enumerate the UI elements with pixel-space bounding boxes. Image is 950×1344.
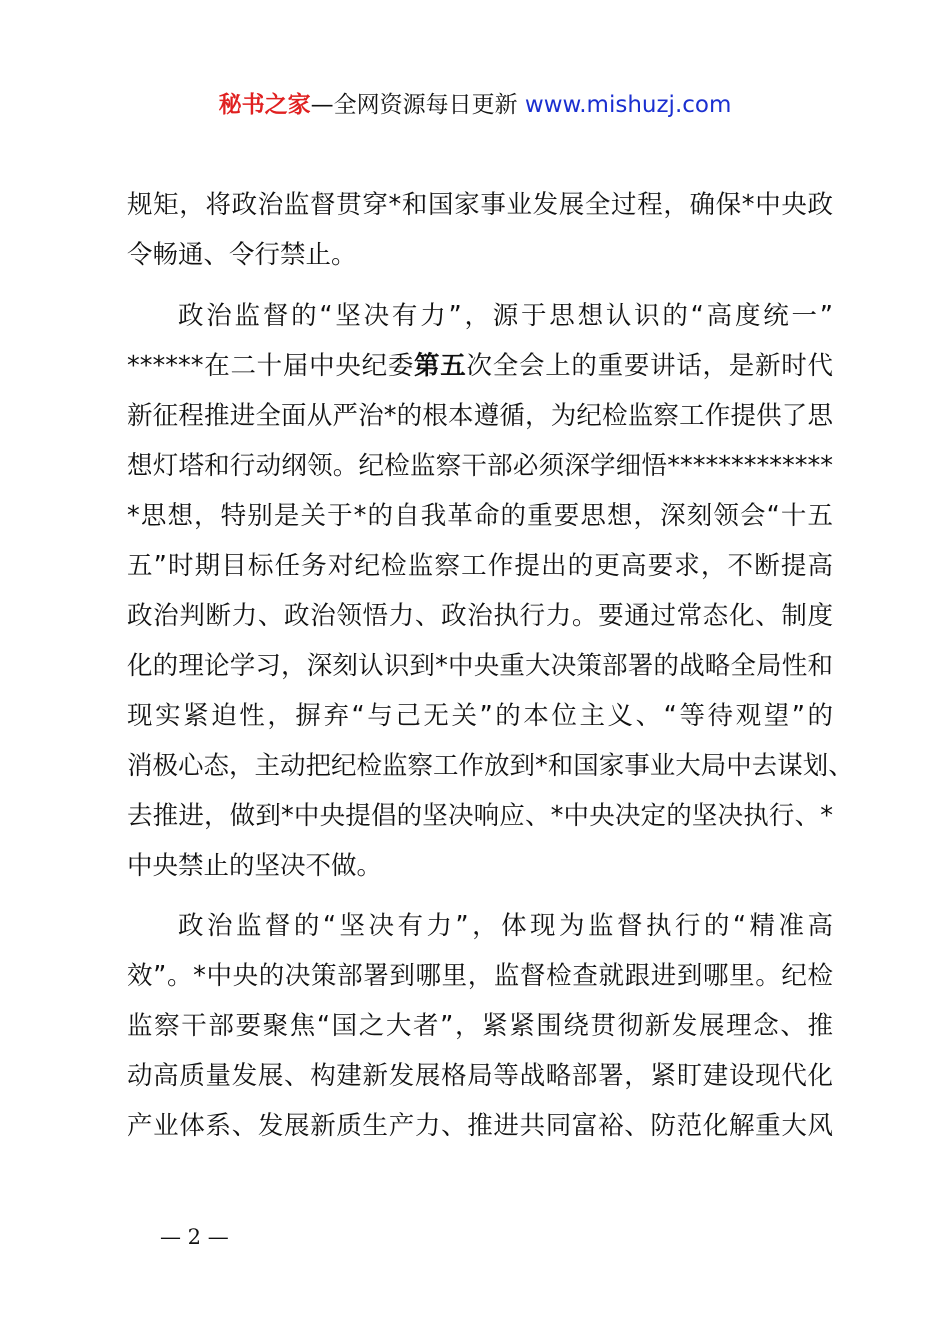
text-line: *思想，特别是关于*的自我革命的重要思想，深刻领会“十五 (127, 501, 833, 531)
text-segment: 次全会上的重要讲话，是新时代 (466, 351, 833, 381)
text-segment: ******在二十届中央纪委 (127, 351, 415, 381)
bold-word: 第五 (414, 351, 467, 381)
text-line: 政治监督的“坚决有力”，源于思想认识的“高度统一” (178, 301, 833, 331)
text-line: 规矩，将政治监督贯穿*和国家事业发展全过程，确保*中央政 (127, 190, 833, 220)
text-line: 化的理论学习，深刻认识到*中央重大决策部署的战略全局性和 (127, 651, 833, 681)
page-number: — 2 — (160, 1225, 229, 1249)
text-line (127, 341, 833, 391)
paragraph-3 (127, 901, 833, 1151)
text-line: 想灯塔和行动纲领。纪检监察干部必须深学细悟************* (127, 451, 833, 481)
text-line: 五”时期目标任务对纪检监察工作提出的更高要求，不断提高 (127, 551, 833, 581)
text-line: 动高质量发展、构建新发展格局等战略部署，紧盯建设现代化 (127, 1061, 833, 1091)
page-header (0, 88, 950, 122)
header-url[interactable]: www.mishuzj.com (524, 92, 732, 118)
text-line: 去推进，做到*中央提倡的坚决响应、*中央决定的坚决执行、* (127, 801, 833, 831)
text-line: 消极心态，主动把纪检监察工作放到*和国家事业大局中去谋划、 (127, 751, 854, 781)
text-line: 令畅通、令行禁止。 (127, 240, 357, 270)
text-line: 政治监督的“坚决有力”，体现为监督执行的“精准高 (178, 911, 833, 941)
text-line: 中央禁止的坚决不做。 (127, 851, 383, 881)
text-line: 新征程推进全面从严治*的根本遵循，为纪检监察工作提供了思 (127, 401, 833, 431)
paragraph-2 (127, 291, 854, 891)
text-line: 产业体系、发展新质生产力、推进共同富裕、防范化解重大风 (127, 1111, 833, 1141)
paragraph-1 (127, 180, 833, 280)
brand-name: 秘书之家 (218, 92, 311, 118)
text-line: 政治判断力、政治领悟力、政治执行力。要通过常态化、制度 (127, 601, 833, 631)
text-line: 现实紧迫性，摒弃“与己无关”的本位主义、“等待观望”的 (127, 701, 833, 731)
header-tagline: —全网资源每日更新 (310, 92, 525, 118)
text-line: 效”。*中央的决策部署到哪里，监督检查就跟进到哪里。纪检 (127, 961, 833, 991)
text-line: 监察干部要聚焦“国之大者”，紧紧围绕贯彻新发展理念、推 (127, 1011, 833, 1041)
